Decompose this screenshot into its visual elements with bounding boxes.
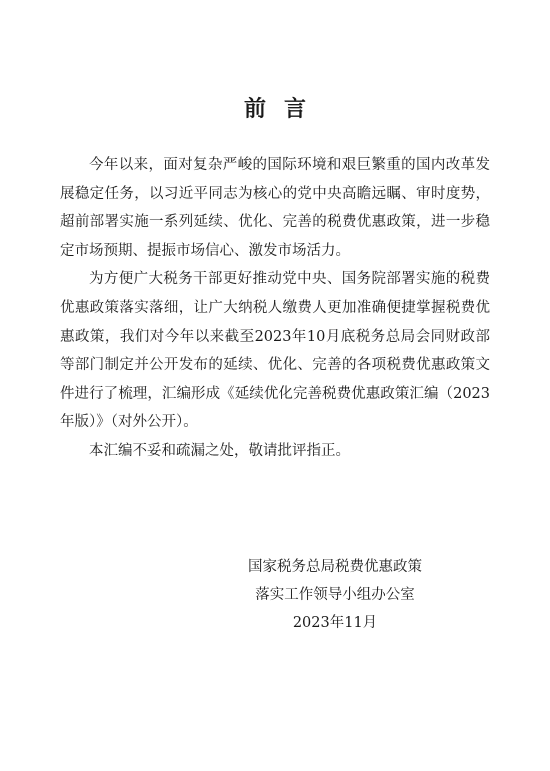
signature-block	[210, 553, 460, 637]
paragraph-3: 本汇编不妥和疏漏之处，敬请批评指正。	[89, 442, 350, 459]
paragraph-2: 为方便广大税务干部更好推动党中央、国务院部署实施的税费优惠政策落实落细，让广大纳税人缴费人更加准确便捷掌握税费优惠政策，我们对今年以来截至2023年10月底税务总局会同财政部等部门制定并公开发布的延续、优化、完善的各项税费优惠政策文件进行了梳理，汇编形成《延续优化完善税费优惠政策汇编（2023年版）》（对外公开）。	[60, 271, 490, 431]
paragraph-1: 今年以来，面对复杂严峻的国际环境和艰巨繁重的国内改革发展稳定任务，以习近平同志为核心的党中央高瞻远瞩、审时度势，超前部署实施一系列延续、优化、完善的税费优惠政策，进一步稳定市场预期、提振市场信心、激发市场活力。	[60, 157, 490, 259]
signature-date: 2023年11月	[292, 615, 378, 631]
signature-org-line1: 国家税务总局税费优惠政策	[248, 559, 422, 575]
page-title: 前言	[243, 96, 324, 122]
signature-org-line2: 落实工作领导小组办公室	[255, 587, 415, 603]
document-body	[60, 151, 490, 466]
